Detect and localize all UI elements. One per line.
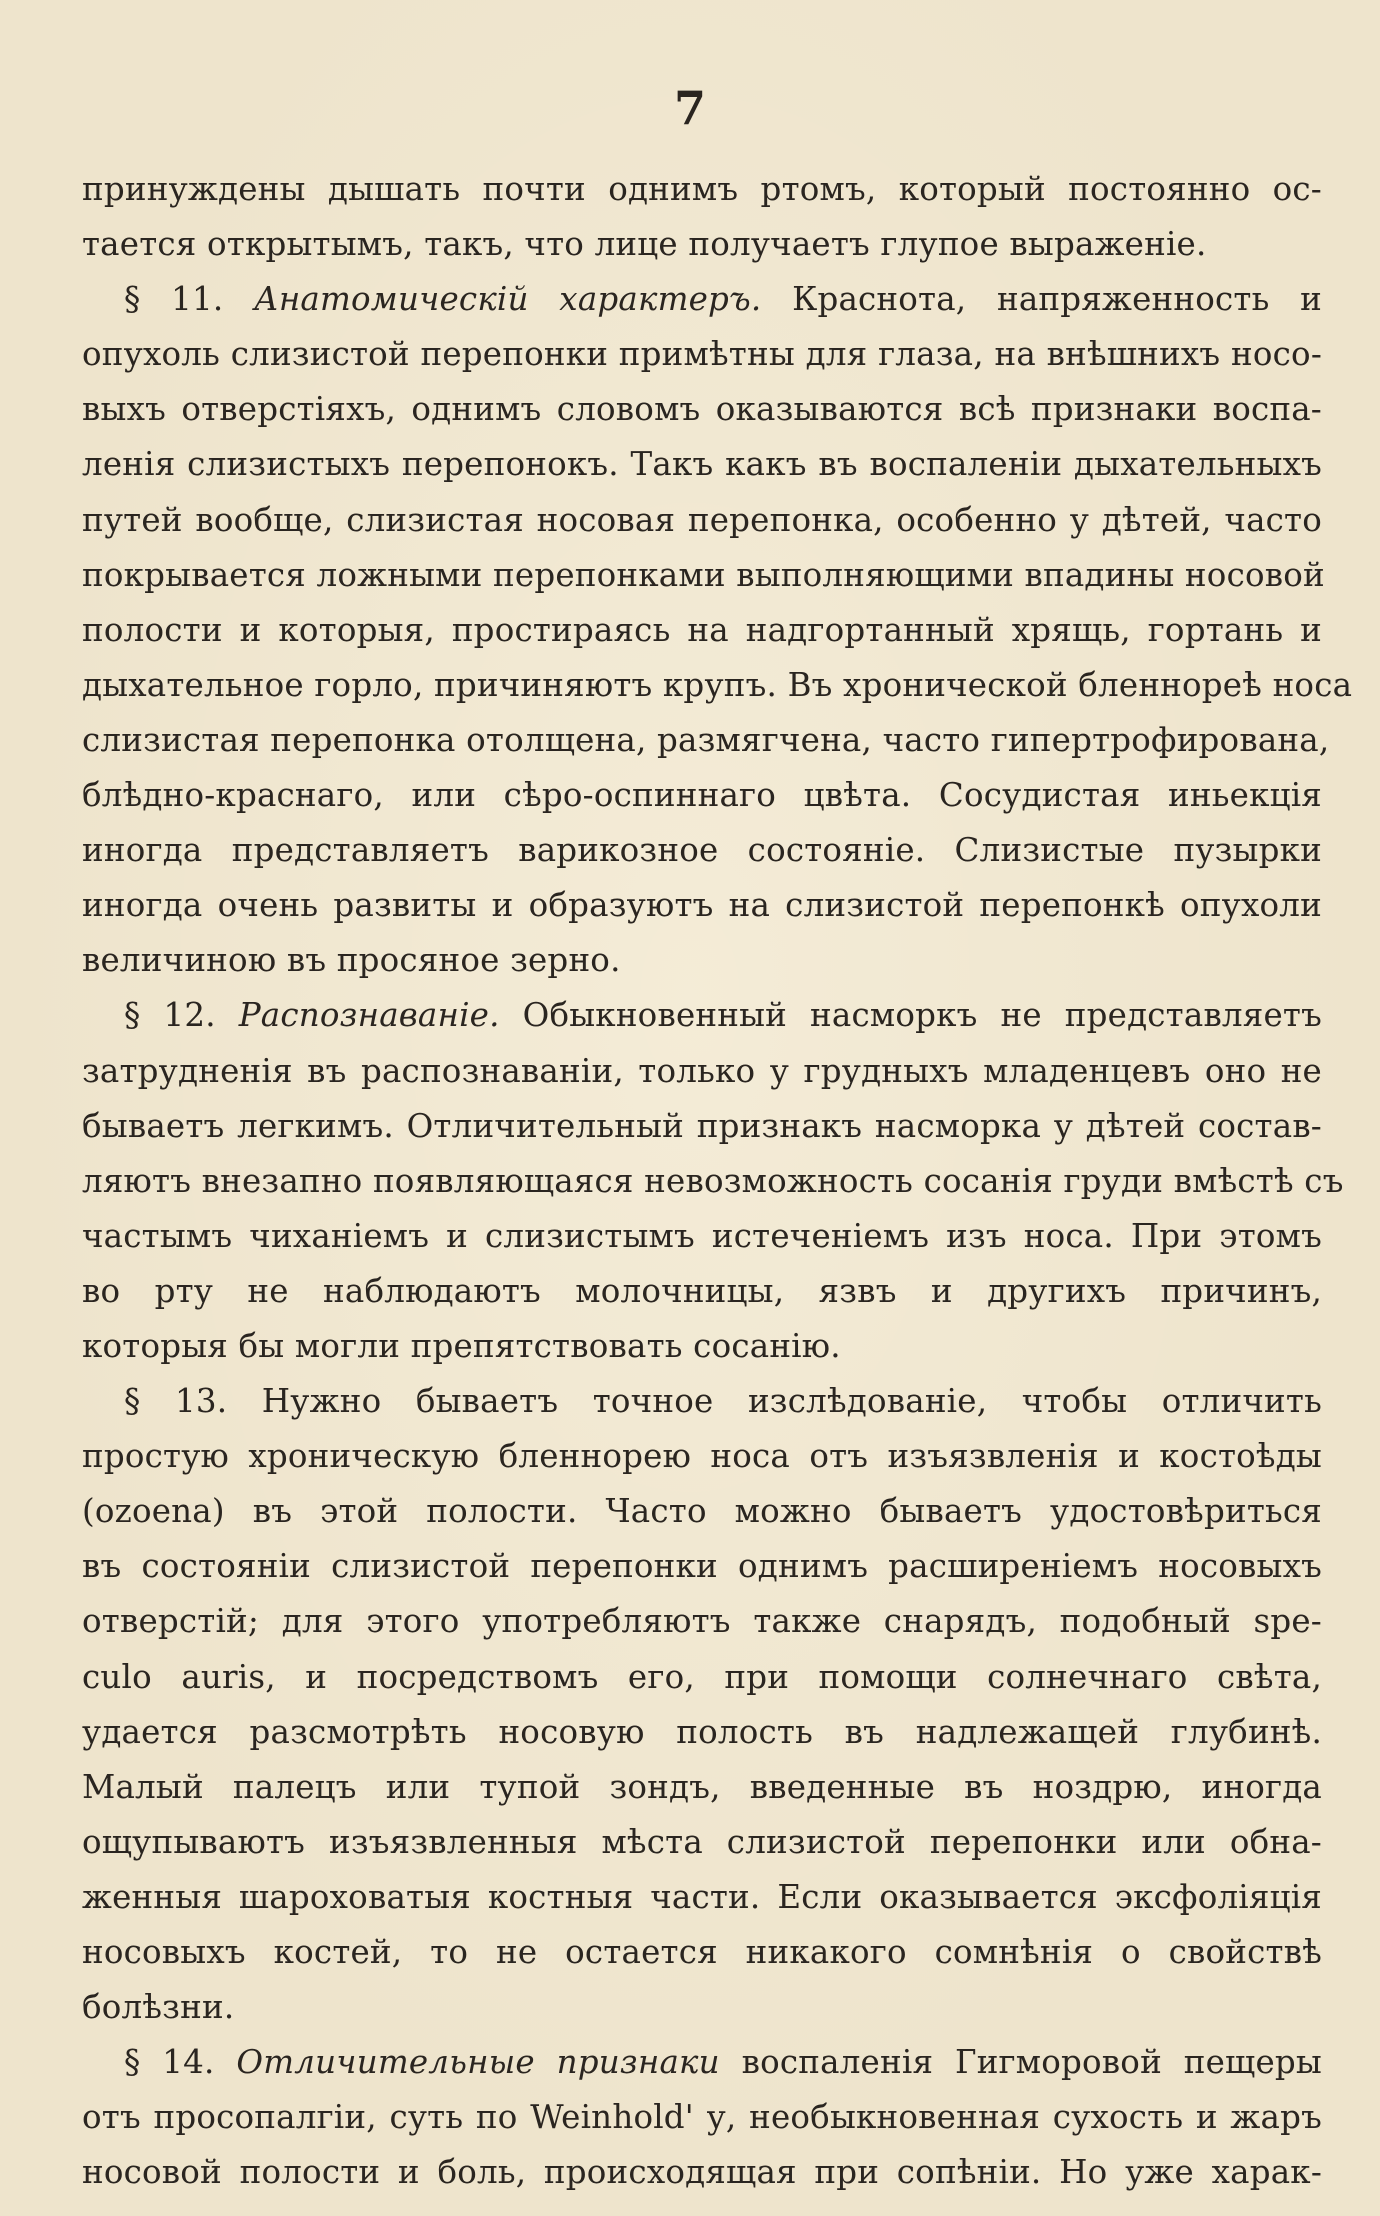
text-line — [82, 1429, 1322, 1484]
text-span: величиною въ просяное зерно. — [82, 941, 621, 980]
text-span: иногда представляетъ варикозное состояніе. Слизистые пузырки — [82, 831, 1322, 870]
text-line — [82, 988, 1322, 1043]
text-span: выхъ отверстіяхъ, однимъ словомъ оказываются всѣ признаки воспа- — [82, 390, 1322, 429]
text-span: покрывается ложными перепонками выполняющими впадины носовой — [82, 555, 1325, 594]
text-span: Малый палецъ или тупой зондъ, введенные въ ноздрю, иногда — [82, 1767, 1322, 1806]
text-span: ощупываютъ изъязвленныя мѣста слизистой перепонки или обна- — [82, 1822, 1322, 1861]
text-line — [82, 1539, 1322, 1594]
text-span: частымъ чиханіемъ и слизистымъ истеченіемъ изъ носа. При этомъ — [82, 1216, 1322, 1255]
section-heading-italic: Распознаваніе. — [238, 996, 500, 1035]
text-line — [82, 217, 1322, 272]
text-line — [82, 1815, 1322, 1870]
text-line — [82, 1374, 1322, 1429]
text-line — [82, 1870, 1322, 1925]
text-line — [82, 327, 1322, 382]
text-span: § 13. Нужно бываетъ точное изслѣдованіе, чтобы отличить — [124, 1382, 1322, 1421]
text-span: опухоль слизистой перепонки примѣтны для глаза, на внѣшнихъ носо- — [82, 335, 1322, 374]
text-line — [82, 1705, 1322, 1760]
text-line — [82, 382, 1322, 437]
text-span: затрудненія въ распознаваніи, только у грудныхъ младенцевъ оно не — [82, 1051, 1322, 1090]
text-line — [82, 493, 1322, 548]
text-span: (ozoena) въ этой полости. Часто можно бываетъ удостовѣриться — [82, 1492, 1322, 1531]
text-span: болѣзни. — [82, 1988, 235, 2027]
text-line — [82, 603, 1322, 658]
text-line — [82, 823, 1322, 878]
text-line — [82, 2090, 1322, 2145]
text-span: отъ просопалгіи, суть по Weinhold' у, необыкновенная сухость и жаръ — [82, 2098, 1322, 2137]
text-span: Обыкновенный насморкъ не представляетъ — [499, 996, 1322, 1035]
body-text — [82, 162, 1353, 2200]
text-span: слизистая перепонка отолщена, размягчена, часто гипертрофирована, — [82, 720, 1330, 759]
text-span: полости и которыя, простираясь на надгортанный хрящь, гортань и — [82, 610, 1322, 649]
text-span: женныя шароховатыя костныя части. Если оказывается эксфоліяція — [82, 1877, 1322, 1916]
text-span: воспаленія Гигморовой пещеры — [719, 2043, 1322, 2082]
text-line — [82, 933, 1322, 988]
text-span: дыхательное горло, причиняютъ крупъ. Въ хронической бленнореѣ носа — [82, 665, 1353, 704]
text-line — [82, 162, 1322, 217]
text-span: блѣдно-краснаго, или сѣро-оспиннаго цвѣта. Сосудистая иньекція — [82, 776, 1322, 815]
text-span: носовой полости и боль, происходящая при сопѣніи. Но уже харак- — [82, 2153, 1322, 2192]
text-line — [82, 1925, 1322, 1980]
text-span: иногда очень развиты и образуютъ на слизистой перепонкѣ опухоли — [82, 886, 1322, 925]
text-line — [82, 713, 1330, 768]
text-span: удается разсмотрѣть носовую полость въ надлежащей глубинѣ. — [82, 1712, 1322, 1751]
text-line — [82, 2035, 1322, 2090]
text-line — [82, 1484, 1322, 1539]
text-span: § 14. — [124, 2043, 237, 2082]
text-line — [82, 1099, 1322, 1154]
text-line — [82, 1650, 1322, 1705]
text-span: § 12. — [124, 996, 239, 1035]
text-line — [82, 1319, 1322, 1374]
text-line — [82, 1594, 1322, 1649]
text-line — [82, 1760, 1322, 1815]
text-line — [82, 548, 1325, 603]
text-line — [82, 1264, 1322, 1319]
section-heading-italic: Анатомическій характеръ. — [254, 280, 762, 319]
text-line — [82, 1980, 1322, 2035]
text-line — [82, 878, 1322, 933]
text-span: Краснота, напряженность и — [761, 280, 1322, 319]
text-span: простую хроническую бленнорею носа отъ изъязвленія и костоѣды — [82, 1437, 1322, 1476]
text-span: въ состояніи слизистой перепонки однимъ расширеніемъ носовыхъ — [82, 1547, 1322, 1586]
text-line — [82, 768, 1322, 823]
text-line — [82, 1154, 1344, 1209]
text-line — [82, 437, 1322, 492]
text-span: носовыхъ костей, то не остается никакого сомнѣнія о свойствѣ — [82, 1933, 1322, 1971]
page-number: 7 — [673, 81, 706, 135]
text-span: ленія слизистыхъ перепонокъ. Такъ какъ въ воспаленіи дыхательныхъ — [82, 445, 1322, 484]
text-line — [82, 1044, 1322, 1099]
text-span: бываетъ легкимъ. Отличительный признакъ насморка у дѣтей состав- — [82, 1106, 1322, 1145]
text-span: путей вообще, слизистая носовая перепонка, особенно у дѣтей, часто — [82, 500, 1322, 539]
text-line — [82, 2145, 1322, 2200]
text-span: принуждены дышать почти однимъ ртомъ, который постоянно ос- — [82, 170, 1322, 208]
text-line — [82, 658, 1353, 713]
text-line — [82, 1209, 1322, 1264]
text-line — [82, 272, 1322, 327]
section-heading-italic: Отличительные признаки — [236, 2043, 720, 2082]
text-span: § 11. — [124, 280, 255, 319]
text-span: тается открытымъ, такъ, что лице получаетъ глупое выраженіе. — [82, 225, 1207, 264]
text-span: которыя бы могли препятствовать сосанію. — [82, 1326, 841, 1365]
text-span: во рту не наблюдаютъ молочницы, язвъ и другихъ причинъ, — [82, 1271, 1322, 1310]
text-span: ляютъ внезапно появляющаяся невозможность сосанія груди вмѣстѣ съ — [82, 1161, 1344, 1200]
text-span: culo auris, и посредствомъ его, при помощи солнечнаго свѣта, — [82, 1657, 1322, 1696]
text-span: отверстій; для этого употребляютъ также снарядъ, подобный spe- — [82, 1602, 1322, 1641]
